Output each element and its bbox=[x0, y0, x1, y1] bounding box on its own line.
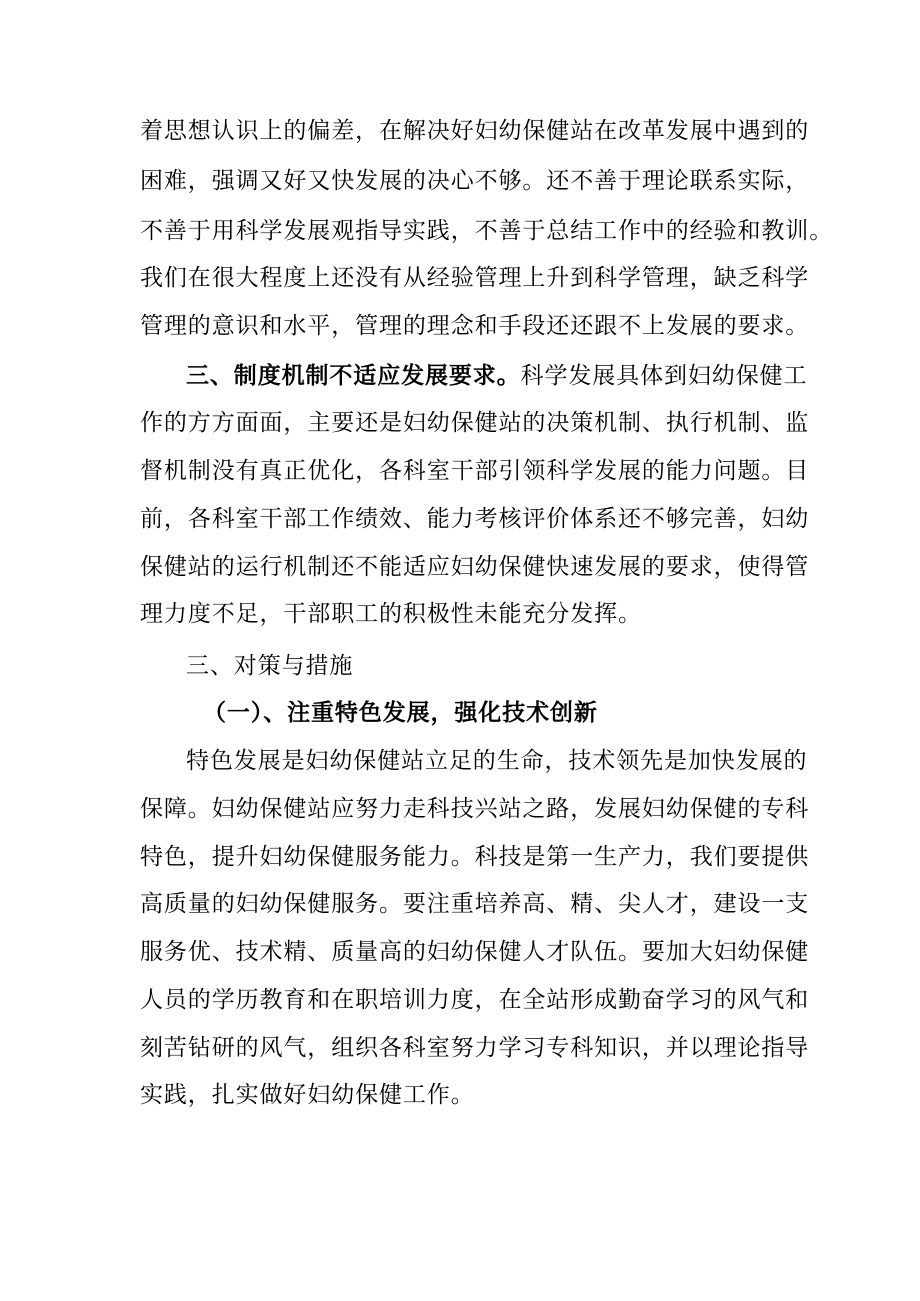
paragraph-2-line-1 bbox=[186, 361, 807, 391]
paragraph-3-line-1: 特色发展是妇幼保健站立足的生命，技术领先是加快发展的 bbox=[186, 748, 808, 774]
paragraph-2-line-6: 理力度不足，干部职工的积极性未能充分发挥。 bbox=[140, 601, 642, 627]
paragraph-3-line-3: 特色，提升妇幼保健服务能力。科技是第一生产力，我们要提供 bbox=[140, 844, 810, 870]
paragraph-3-line-5: 服务优、技术精、质量高的妇幼保健人才队伍。要加大妇幼保健 bbox=[140, 939, 810, 965]
paragraph-2-line-2: 作的方方面面，主要还是妇幼保健站的决策机制、执行机制、监 bbox=[140, 410, 810, 436]
paragraph-2-first-line-rest: 科学发展具体到妇幼保健工 bbox=[520, 363, 808, 389]
paragraph-1-line-3: 不善于用科学发展观指导实践，不善于总结工作中的经验和教训。 bbox=[140, 218, 834, 244]
paragraph-1-line-5: 管理的意识和水平，管理的理念和手段还还跟不上发展的要求。 bbox=[140, 313, 810, 339]
section-heading: 三、对策与措施 bbox=[186, 653, 354, 679]
paragraph-1-line-2: 困难，强调又好又快发展的决心不够。还不善于理论联系实际， bbox=[140, 168, 810, 194]
paragraph-3-line-6: 人员的学历教育和在职培训力度，在全站形成勤奋学习的风气和 bbox=[140, 987, 810, 1013]
paragraph-3-line-7: 刻苦钻研的风气，组织各科室努力学习专科知识，并以理论指导 bbox=[140, 1035, 810, 1061]
paragraph-2-heading: 三、制度机制不适应发展要求。 bbox=[186, 362, 521, 389]
paragraph-1-line-4: 我们在很大程度上还没有从经验管理上升到科学管理，缺乏科学 bbox=[140, 265, 810, 291]
paragraph-2-line-3: 督机制没有真正优化，各科室干部引领科学发展的能力问题。目 bbox=[140, 458, 810, 484]
paragraph-3-line-4: 高质量的妇幼保健服务。要注重培养高、精、尖人才，建设一支 bbox=[140, 891, 810, 917]
paragraph-2-line-4: 前，各科室干部工作绩效、能力考核评价体系还不够完善，妇幼 bbox=[140, 506, 810, 532]
paragraph-3-line-8: 实践，扎实做好妇幼保健工作。 bbox=[140, 1082, 475, 1108]
paragraph-3-line-2: 保障。妇幼保健站应努力走科技兴站之路，发展妇幼保健的专科 bbox=[140, 796, 810, 822]
subsection-heading: （一）、注重特色发展，强化技术创新 bbox=[203, 699, 598, 726]
paragraph-1-line-1: 着思想认识上的偏差，在解决好妇幼保健站在改革发展中遇到的 bbox=[140, 118, 810, 144]
paragraph-2-line-5: 保健站的运行机制还不能适应妇幼保健快速发展的要求，使得管 bbox=[140, 554, 810, 580]
